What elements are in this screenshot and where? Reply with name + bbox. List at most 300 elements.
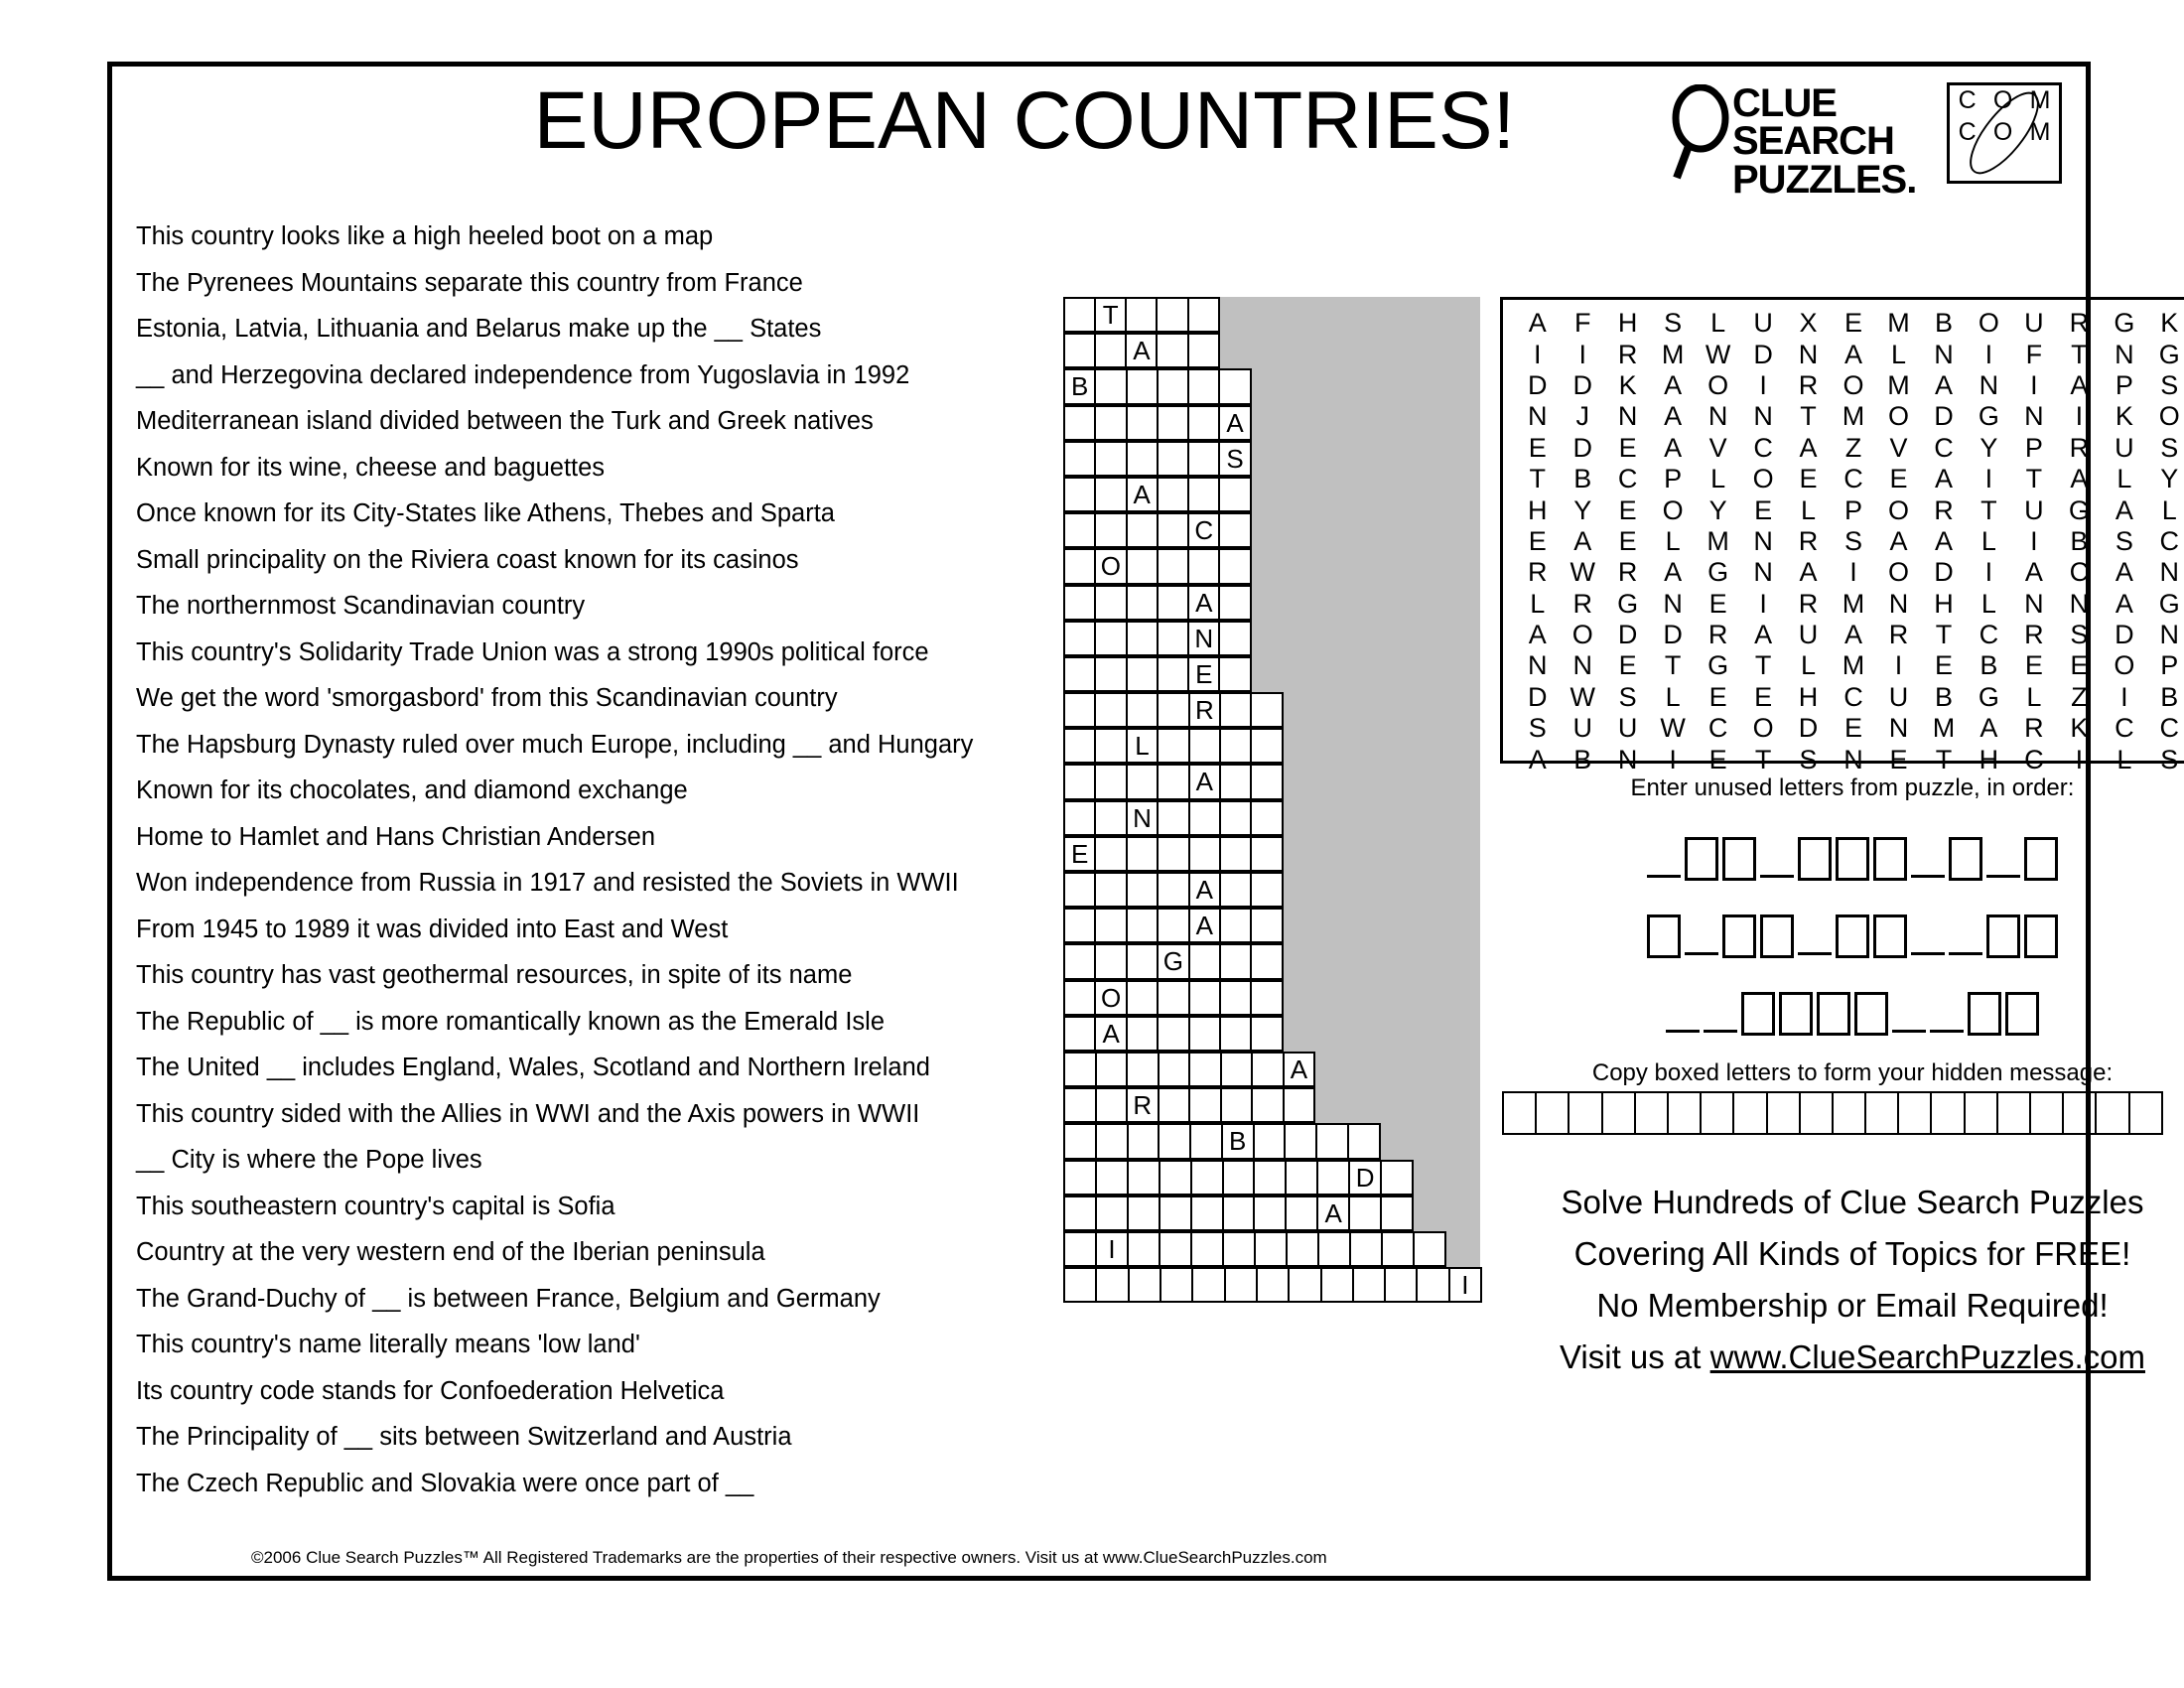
- answer-grid-cell[interactable]: [1218, 585, 1251, 621]
- word-search-letter[interactable]: A: [2024, 557, 2043, 588]
- word-search-letter[interactable]: R: [1617, 557, 1638, 588]
- answer-grid-cell[interactable]: [1188, 1016, 1221, 1052]
- word-search-letter[interactable]: E: [2070, 650, 2089, 681]
- answer-grid-cell[interactable]: [1157, 512, 1189, 548]
- answer-grid-cell[interactable]: [1158, 1052, 1191, 1087]
- answer-grid-cell[interactable]: [1251, 1087, 1285, 1123]
- word-search-letter[interactable]: I: [1533, 339, 1542, 369]
- word-search-letter[interactable]: R: [2024, 713, 2044, 744]
- answer-grid-cell[interactable]: [1188, 728, 1221, 764]
- answer-grid-cell[interactable]: [1381, 1231, 1415, 1267]
- answer-grid-cell[interactable]: [1063, 297, 1096, 333]
- answer-grid-cell[interactable]: A: [1094, 1016, 1127, 1052]
- answer-grid-cell[interactable]: [1157, 548, 1189, 584]
- answer-grid-cell[interactable]: E: [1187, 656, 1220, 692]
- word-search-letter[interactable]: D: [1527, 681, 1548, 712]
- hidden-message-cell[interactable]: [1502, 1091, 1537, 1135]
- answer-grid-cell[interactable]: L: [1126, 728, 1159, 764]
- word-search-letter[interactable]: M: [1706, 525, 1729, 556]
- answer-grid-cell[interactable]: [1250, 800, 1283, 836]
- answer-grid-cell[interactable]: [1127, 1160, 1160, 1196]
- answer-grid-cell[interactable]: [1063, 692, 1096, 728]
- word-search-letter[interactable]: T: [1980, 494, 1997, 525]
- word-search-letter[interactable]: A: [1934, 464, 1953, 494]
- word-search-letter[interactable]: D: [1572, 432, 1592, 463]
- answer-grid-cell[interactable]: [1063, 872, 1096, 908]
- answer-grid-cell[interactable]: [1063, 764, 1096, 799]
- word-search-letter[interactable]: A: [1664, 369, 1683, 400]
- word-search-letter[interactable]: E: [1889, 464, 1908, 494]
- word-search-letter[interactable]: L: [2116, 744, 2132, 774]
- word-search-letter[interactable]: N: [2159, 557, 2180, 588]
- word-search-letter[interactable]: O: [1752, 464, 1774, 494]
- answer-grid-cell[interactable]: [1063, 441, 1096, 477]
- word-search-letter[interactable]: G: [2158, 339, 2180, 369]
- answer-grid-cell[interactable]: [1157, 441, 1189, 477]
- answer-grid-cell[interactable]: A: [1188, 908, 1221, 943]
- word-search-letter[interactable]: O: [1843, 369, 1864, 400]
- word-search-letter[interactable]: C: [2159, 713, 2180, 744]
- word-search-letter[interactable]: P: [2115, 369, 2133, 400]
- word-search-letter[interactable]: G: [1617, 588, 1639, 619]
- answer-grid-cell[interactable]: [1094, 943, 1127, 979]
- word-search-letter[interactable]: O: [1887, 557, 1909, 588]
- word-search-letter[interactable]: T: [1800, 401, 1817, 432]
- word-search-letter[interactable]: G: [1978, 681, 1999, 712]
- answer-grid-cell[interactable]: A: [1188, 872, 1221, 908]
- word-search-letter[interactable]: D: [1572, 369, 1592, 400]
- word-search-letter[interactable]: A: [1844, 620, 1863, 650]
- answer-grid-cell[interactable]: [1188, 836, 1221, 872]
- answer-grid-cell[interactable]: [1063, 908, 1096, 943]
- word-search-letter[interactable]: Z: [1844, 432, 1862, 463]
- answer-grid-cell[interactable]: G: [1157, 943, 1189, 979]
- answer-grid-cell[interactable]: [1320, 1267, 1354, 1303]
- answer-grid-cell[interactable]: [1218, 477, 1251, 512]
- unused-letter-blank[interactable]: [1798, 952, 1832, 955]
- answer-grid-cell[interactable]: B: [1063, 368, 1096, 404]
- answer-grid-cell[interactable]: [1285, 1196, 1318, 1231]
- word-search-letter[interactable]: C: [1753, 432, 1773, 463]
- answer-grid-cell[interactable]: [1219, 980, 1252, 1016]
- answer-grid-cell[interactable]: [1219, 800, 1252, 836]
- word-search-letter[interactable]: F: [1573, 308, 1591, 339]
- word-search-letter[interactable]: R: [1934, 494, 1954, 525]
- answer-grid-cell[interactable]: [1063, 512, 1096, 548]
- answer-grid-cell[interactable]: [1126, 405, 1159, 441]
- answer-grid-cell[interactable]: [1094, 441, 1127, 477]
- answer-grid-cell[interactable]: A: [1218, 405, 1251, 441]
- answer-grid-cell[interactable]: I: [1448, 1267, 1482, 1303]
- hidden-message-cell[interactable]: [2029, 1091, 2064, 1135]
- word-search-letter[interactable]: B: [2070, 525, 2089, 556]
- answer-grid-cell[interactable]: [1094, 585, 1127, 621]
- word-search-letter[interactable]: U: [2024, 494, 2044, 525]
- unused-letter-box[interactable]: [2024, 914, 2058, 958]
- word-search-letter[interactable]: Y: [2160, 464, 2179, 494]
- answer-grid-cell[interactable]: [1219, 908, 1252, 943]
- answer-grid-cell[interactable]: O: [1094, 980, 1127, 1016]
- answer-grid-cell[interactable]: [1224, 1267, 1258, 1303]
- answer-grid-cell[interactable]: [1095, 1196, 1129, 1231]
- answer-grid-cell[interactable]: [1251, 1052, 1285, 1087]
- word-search-letter[interactable]: M: [1887, 308, 1910, 339]
- word-search-letter[interactable]: C: [1617, 464, 1638, 494]
- hidden-message-cell[interactable]: [1996, 1091, 2031, 1135]
- hidden-message-cell[interactable]: [2062, 1091, 2097, 1135]
- hidden-message-cell[interactable]: [1897, 1091, 1932, 1135]
- answer-grid-cell[interactable]: [1094, 764, 1127, 799]
- word-search-letter[interactable]: E: [1708, 744, 1727, 774]
- answer-grid-cell[interactable]: [1063, 1160, 1097, 1196]
- answer-grid-cell[interactable]: [1187, 405, 1220, 441]
- word-search-letter[interactable]: A: [1844, 339, 1863, 369]
- answer-grid-cell[interactable]: I: [1095, 1231, 1129, 1267]
- word-search-letter[interactable]: A: [1664, 557, 1683, 588]
- word-search-letter[interactable]: C: [1843, 681, 1863, 712]
- hidden-message-cell[interactable]: [1634, 1091, 1669, 1135]
- answer-grid-cell[interactable]: A: [1283, 1052, 1316, 1087]
- word-search-letter[interactable]: Z: [2071, 681, 2088, 712]
- word-search-letter[interactable]: O: [1978, 308, 1999, 339]
- answer-grid-cell[interactable]: [1160, 1267, 1193, 1303]
- hidden-message-cell[interactable]: [2128, 1091, 2163, 1135]
- word-search-letter[interactable]: P: [2024, 432, 2043, 463]
- word-search-letter[interactable]: K: [2070, 713, 2089, 744]
- answer-grid-cell[interactable]: [1219, 1016, 1252, 1052]
- answer-grid-cell[interactable]: [1094, 621, 1127, 656]
- word-search-letter[interactable]: I: [1759, 369, 1767, 400]
- answer-grid-cell[interactable]: [1126, 1016, 1159, 1052]
- hidden-message-cell[interactable]: [1832, 1091, 1866, 1135]
- hidden-message-cell[interactable]: [1930, 1091, 1965, 1135]
- answer-grid-cell[interactable]: [1159, 1196, 1192, 1231]
- word-search-letter[interactable]: E: [1799, 464, 1818, 494]
- answer-grid-cell[interactable]: [1063, 943, 1096, 979]
- answer-grid-cell[interactable]: [1253, 1123, 1287, 1159]
- hidden-message-cell[interactable]: [1964, 1091, 1998, 1135]
- word-search-letter[interactable]: N: [1888, 713, 1909, 744]
- word-search-letter[interactable]: U: [1798, 620, 1819, 650]
- word-search-letter[interactable]: I: [2030, 369, 2038, 400]
- word-search-letter[interactable]: I: [1849, 557, 1857, 588]
- word-search-letter[interactable]: A: [1573, 525, 1592, 556]
- word-search-letter[interactable]: R: [2069, 308, 2090, 339]
- word-search-letter[interactable]: I: [1759, 588, 1767, 619]
- word-search-letter[interactable]: B: [1979, 650, 1998, 681]
- promo-website-link[interactable]: www.ClueSearchPuzzles.com: [1709, 1338, 2145, 1375]
- answer-grid-cell[interactable]: [1126, 943, 1159, 979]
- answer-grid-cell[interactable]: [1157, 621, 1189, 656]
- word-search-letter[interactable]: R: [1798, 525, 1819, 556]
- unused-letter-box[interactable]: [2024, 837, 2058, 881]
- answer-grid-cell[interactable]: [1126, 692, 1159, 728]
- word-search-letter[interactable]: L: [1980, 525, 1996, 556]
- answer-grid-cell[interactable]: [1063, 477, 1096, 512]
- word-search-letter[interactable]: U: [1888, 681, 1909, 712]
- word-search-letter[interactable]: L: [2161, 494, 2177, 525]
- answer-grid-cell[interactable]: [1063, 1087, 1097, 1123]
- answer-grid-cell[interactable]: [1219, 943, 1252, 979]
- hidden-message-cell[interactable]: [1667, 1091, 1702, 1135]
- word-search-letter[interactable]: T: [2025, 464, 2043, 494]
- answer-grid-cell[interactable]: [1063, 1267, 1097, 1303]
- word-search-letter[interactable]: H: [1934, 588, 1954, 619]
- word-search-letter[interactable]: I: [1984, 339, 1993, 369]
- word-search-letter[interactable]: H: [1527, 494, 1548, 525]
- answer-grid-cell[interactable]: [1157, 728, 1189, 764]
- answer-grid-cell[interactable]: [1188, 1087, 1222, 1123]
- word-search-letter[interactable]: S: [1528, 713, 1547, 744]
- word-search-letter[interactable]: E: [2024, 650, 2043, 681]
- word-search-letter[interactable]: O: [2158, 401, 2180, 432]
- hidden-message-cell[interactable]: [1700, 1091, 1734, 1135]
- answer-grid-cell[interactable]: [1063, 728, 1096, 764]
- word-search-letter[interactable]: Y: [1573, 494, 1592, 525]
- answer-grid-cell[interactable]: A: [1126, 477, 1159, 512]
- answer-grid-cell[interactable]: [1095, 1052, 1129, 1087]
- answer-grid-cell[interactable]: A: [1187, 585, 1220, 621]
- word-search-letter[interactable]: E: [1708, 681, 1727, 712]
- word-search-letter[interactable]: W: [1705, 339, 1731, 369]
- answer-grid-cell[interactable]: [1250, 872, 1283, 908]
- word-search-letter[interactable]: D: [1527, 369, 1548, 400]
- word-search-letter[interactable]: L: [2026, 681, 2042, 712]
- word-search-letter[interactable]: G: [1978, 401, 1999, 432]
- word-search-letter[interactable]: B: [1573, 464, 1592, 494]
- answer-grid-cell[interactable]: [1380, 1196, 1414, 1231]
- word-search-letter[interactable]: E: [1528, 525, 1547, 556]
- word-search-letter[interactable]: N: [2115, 339, 2134, 369]
- answer-grid-cell[interactable]: [1187, 548, 1220, 584]
- word-search-letter[interactable]: A: [1799, 432, 1818, 463]
- word-search-letter[interactable]: A: [1528, 744, 1547, 774]
- answer-grid-cell[interactable]: [1063, 405, 1096, 441]
- hidden-message-boxes[interactable]: [1502, 1091, 2161, 1135]
- word-search-letter[interactable]: E: [1844, 308, 1863, 339]
- word-search-letter[interactable]: D: [2115, 620, 2134, 650]
- word-search-letter[interactable]: S: [1844, 525, 1863, 556]
- word-search-letter[interactable]: I: [1984, 464, 1993, 494]
- answer-grid-cell[interactable]: [1063, 585, 1096, 621]
- word-search-letter[interactable]: G: [2114, 308, 2135, 339]
- unused-letter-box[interactable]: [1741, 992, 1775, 1036]
- unused-letter-box[interactable]: [1817, 992, 1850, 1036]
- word-search-letter[interactable]: B: [1573, 744, 1592, 774]
- word-search-letter-grid[interactable]: [1500, 297, 2184, 774]
- word-search-letter[interactable]: J: [1575, 401, 1589, 432]
- word-search-letter[interactable]: I: [2075, 744, 2084, 774]
- answer-grid-cell[interactable]: [1126, 836, 1159, 872]
- answer-grid-cell[interactable]: [1219, 692, 1252, 728]
- word-search-letter[interactable]: E: [1889, 744, 1908, 774]
- word-search-letter[interactable]: S: [2070, 620, 2089, 650]
- answer-grid-cell[interactable]: [1250, 1016, 1283, 1052]
- answer-grid-cell[interactable]: B: [1221, 1123, 1255, 1159]
- word-search-letter[interactable]: S: [2115, 525, 2133, 556]
- answer-grid-cell[interactable]: [1095, 1087, 1129, 1123]
- answer-grid-cell[interactable]: [1187, 297, 1220, 333]
- answer-grid-cell[interactable]: [1285, 1160, 1318, 1196]
- unused-letter-blank[interactable]: [1986, 875, 2020, 878]
- answer-grid-cell[interactable]: [1315, 1123, 1349, 1159]
- word-search-letter[interactable]: N: [1979, 369, 1999, 400]
- answer-grid-cell[interactable]: [1157, 368, 1189, 404]
- word-search-letter[interactable]: Y: [1979, 432, 1998, 463]
- unused-letter-box[interactable]: [1986, 914, 2020, 958]
- unused-letter-box[interactable]: [1722, 837, 1756, 881]
- word-search-letter[interactable]: I: [1669, 744, 1677, 774]
- word-search-letter[interactable]: C: [2069, 557, 2090, 588]
- word-search-letter[interactable]: C: [1979, 620, 1999, 650]
- word-search-letter[interactable]: G: [2068, 494, 2090, 525]
- answer-grid-cell[interactable]: [1094, 692, 1127, 728]
- answer-grid-cell[interactable]: [1094, 368, 1127, 404]
- word-search-letter[interactable]: I: [2120, 681, 2128, 712]
- answer-grid-cell[interactable]: [1222, 1231, 1256, 1267]
- word-search-letter[interactable]: A: [2070, 464, 2089, 494]
- answer-grid-cell[interactable]: [1317, 1231, 1351, 1267]
- word-search-letter[interactable]: N: [1934, 339, 1954, 369]
- unused-letter-box[interactable]: [1873, 914, 1907, 958]
- answer-grid-cell[interactable]: [1127, 1196, 1160, 1231]
- word-search-letter[interactable]: D: [1617, 620, 1638, 650]
- answer-grid-cell[interactable]: [1219, 728, 1252, 764]
- answer-grid-cell[interactable]: [1250, 943, 1283, 979]
- answer-grid-cell[interactable]: [1094, 800, 1127, 836]
- answer-grid-cell[interactable]: [1156, 297, 1188, 333]
- word-search-letter[interactable]: R: [1707, 620, 1728, 650]
- word-search-letter[interactable]: C: [2024, 744, 2044, 774]
- answer-grid-cell[interactable]: [1126, 512, 1159, 548]
- word-search-letter[interactable]: N: [1663, 588, 1683, 619]
- word-search-letter[interactable]: T: [1754, 650, 1772, 681]
- word-search-letter[interactable]: E: [1934, 650, 1953, 681]
- word-search-letter[interactable]: A: [2115, 557, 2133, 588]
- answer-grid-cell[interactable]: [1094, 477, 1127, 512]
- answer-grid-cell[interactable]: [1254, 1231, 1288, 1267]
- unused-letter-blank[interactable]: [1911, 952, 1945, 955]
- answer-grid-cell[interactable]: [1157, 836, 1189, 872]
- answer-grid-cell[interactable]: [1157, 1016, 1189, 1052]
- word-search-letter[interactable]: N: [1753, 557, 1773, 588]
- answer-grid-cell[interactable]: [1413, 1231, 1446, 1267]
- answer-grid-cell[interactable]: [1188, 980, 1221, 1016]
- hidden-message-cell[interactable]: [1568, 1091, 1602, 1135]
- word-search-letter[interactable]: X: [1799, 308, 1818, 339]
- answer-grid-cell[interactable]: [1063, 1231, 1097, 1267]
- answer-grid-cell[interactable]: [1157, 872, 1189, 908]
- word-search-letter[interactable]: R: [1572, 588, 1592, 619]
- word-search-letter[interactable]: L: [1801, 494, 1817, 525]
- word-search-letter[interactable]: N: [1798, 339, 1819, 369]
- answer-grid-cell[interactable]: [1063, 1123, 1097, 1159]
- word-search-letter[interactable]: D: [1798, 713, 1819, 744]
- answer-grid-cell[interactable]: [1219, 872, 1252, 908]
- word-search-letter[interactable]: W: [1570, 557, 1595, 588]
- word-search-letter[interactable]: O: [2114, 650, 2135, 681]
- answer-grid-cell[interactable]: [1063, 621, 1096, 656]
- answer-grid-cell[interactable]: [1187, 441, 1220, 477]
- word-search-letter[interactable]: I: [1984, 557, 1993, 588]
- answer-grid-cell[interactable]: N: [1126, 800, 1159, 836]
- word-search-letter[interactable]: T: [1664, 650, 1682, 681]
- answer-grid-cell[interactable]: [1219, 836, 1252, 872]
- word-search-letter[interactable]: A: [1528, 308, 1547, 339]
- answer-grid-cell[interactable]: T: [1094, 297, 1127, 333]
- word-search-letter[interactable]: A: [2115, 494, 2133, 525]
- word-search-letter[interactable]: U: [2024, 308, 2044, 339]
- unused-letter-box[interactable]: [1760, 914, 1794, 958]
- word-search-letter[interactable]: R: [1888, 620, 1909, 650]
- hidden-message-cell[interactable]: [1766, 1091, 1801, 1135]
- unused-letter-blank[interactable]: [1911, 875, 1945, 878]
- word-search-letter[interactable]: O: [1887, 494, 1909, 525]
- answer-grid-cell[interactable]: [1222, 1196, 1256, 1231]
- answer-grid-cell[interactable]: [1250, 980, 1283, 1016]
- unused-letter-blank[interactable]: [1892, 1030, 1926, 1033]
- word-search-letter[interactable]: N: [1753, 525, 1773, 556]
- word-search-letter[interactable]: A: [1934, 369, 1953, 400]
- word-search-letter[interactable]: N: [1527, 401, 1548, 432]
- unused-letter-box[interactable]: [1836, 914, 1869, 958]
- word-search-letter[interactable]: A: [1528, 620, 1547, 650]
- answer-grid-cell[interactable]: [1126, 585, 1159, 621]
- answer-grid-cell[interactable]: [1187, 477, 1220, 512]
- answer-grid-cell[interactable]: [1126, 368, 1159, 404]
- word-search-letter[interactable]: E: [1844, 713, 1863, 744]
- unused-letter-box[interactable]: [1798, 837, 1832, 881]
- hidden-message-cell[interactable]: [1799, 1091, 1834, 1135]
- word-search-letter[interactable]: R: [1798, 369, 1819, 400]
- answer-grid-cell[interactable]: [1128, 1267, 1161, 1303]
- word-search-letter[interactable]: L: [1530, 588, 1546, 619]
- word-search-letter[interactable]: N: [1753, 401, 1773, 432]
- answer-grid-cell[interactable]: [1063, 800, 1096, 836]
- answer-grid-cell[interactable]: [1250, 764, 1283, 799]
- word-search-letter[interactable]: S: [2160, 369, 2179, 400]
- word-search-letter[interactable]: C: [1843, 464, 1863, 494]
- word-search-letter[interactable]: H: [1798, 681, 1819, 712]
- answer-grid-cell[interactable]: [1250, 728, 1283, 764]
- answer-grid-cell[interactable]: [1157, 656, 1189, 692]
- answer-grid-cell[interactable]: [1126, 656, 1159, 692]
- word-search-letter[interactable]: S: [1799, 744, 1818, 774]
- word-search-letter[interactable]: N: [1617, 744, 1638, 774]
- answer-grid-cell[interactable]: [1095, 1267, 1129, 1303]
- answer-grid-cell[interactable]: [1126, 764, 1159, 799]
- answer-grid-cell[interactable]: [1126, 872, 1159, 908]
- word-search-letter[interactable]: G: [1707, 650, 1729, 681]
- word-search-letter[interactable]: D: [1753, 339, 1773, 369]
- answer-grid-cell[interactable]: [1158, 1123, 1191, 1159]
- word-search-letter[interactable]: N: [1617, 401, 1638, 432]
- answer-grid-cell[interactable]: D: [1348, 1160, 1382, 1196]
- answer-grid-cell[interactable]: [1126, 1052, 1160, 1087]
- answer-grid-cell[interactable]: A: [1188, 764, 1221, 799]
- word-search-letter[interactable]: E: [1708, 588, 1727, 619]
- answer-grid[interactable]: [1063, 297, 1480, 1303]
- answer-grid-cell[interactable]: [1157, 764, 1189, 799]
- answer-grid-cell[interactable]: [1190, 1160, 1224, 1196]
- word-search-letter[interactable]: W: [1570, 681, 1595, 712]
- answer-grid-cell[interactable]: [1384, 1267, 1418, 1303]
- answer-grid-cell[interactable]: [1218, 512, 1251, 548]
- word-search-letter[interactable]: N: [1572, 650, 1592, 681]
- answer-grid-cell[interactable]: [1094, 728, 1127, 764]
- word-search-letter[interactable]: W: [1660, 713, 1686, 744]
- word-search-letter[interactable]: P: [1664, 464, 1683, 494]
